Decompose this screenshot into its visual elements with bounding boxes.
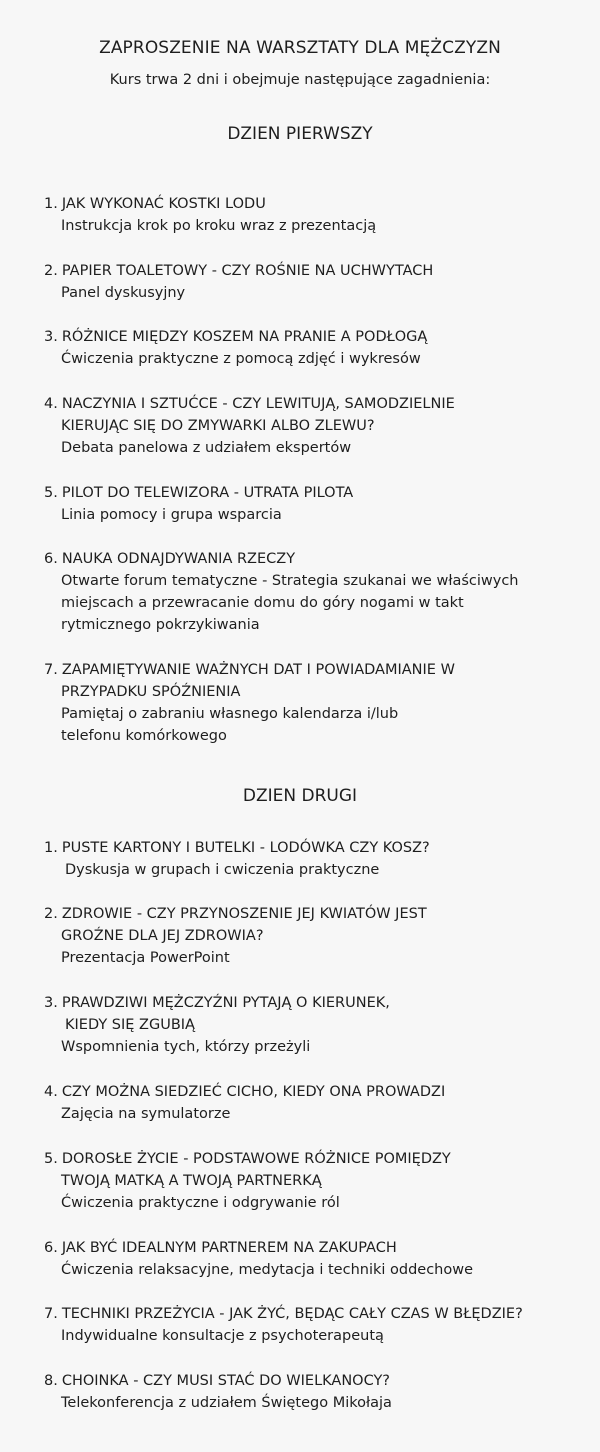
item-description: Telekonferencja z udziałem Świętego Mikołaja bbox=[61, 1395, 392, 1411]
item-heading: 5. PILOT DO TELEWIZORA - UTRATA PILOTA bbox=[44, 485, 354, 501]
day2-item-6 bbox=[44, 1237, 584, 1281]
day2-title: DZIEN DRUGI bbox=[242, 786, 358, 806]
item-heading: 8. CHOINKA - CZY MUSI STAĆ DO WIELKANOCY? bbox=[44, 1373, 390, 1389]
day2-item-4 bbox=[44, 1081, 584, 1125]
day2-item-1 bbox=[44, 837, 584, 881]
item-heading: 3. RÓŻNICE MIĘDZY KOSZEM NA PRANIE A PODŁOGĄ bbox=[44, 329, 428, 345]
day1-item-5 bbox=[44, 482, 584, 526]
item-heading: 7. TECHNIKI PRZEŻYCIA - JAK ŻYĆ, BĘDĄC CAŁY CZAS W BŁĘDZIE? bbox=[44, 1306, 523, 1322]
day2-item-8 bbox=[44, 1370, 584, 1414]
item-heading: 2. ZDROWIE - CZY PRZYNOSZENIE JEJ KWIATÓW JEST GROŹNE DLA JEJ ZDROWIA? bbox=[44, 906, 427, 944]
day2-item-7 bbox=[44, 1303, 584, 1347]
item-description: Prezentacja PowerPoint bbox=[61, 950, 230, 966]
item-heading: 3. PRAWDZIWI MĘŻCZYŹNI PYTAJĄ O KIERUNEK, KIEDY SIĘ ZGUBIĄ bbox=[44, 995, 390, 1033]
item-description-line-1: Otwarte forum tematyczne - Strategia szukanai we właściwych bbox=[61, 573, 519, 589]
page-title: ZAPROSZENIE NA WARSZTATY DLA MĘŻCZYZN bbox=[99, 38, 501, 58]
item-description: Zajęcia na symulatorze bbox=[61, 1106, 231, 1122]
item-description: Panel dyskusyjny bbox=[61, 285, 186, 301]
item-heading: 6. JAK BYĆ IDEALNYM PARTNEREM NA ZAKUPACH bbox=[44, 1240, 397, 1256]
item-heading: 5. DOROSŁE ŻYCIE - PODSTAWOWE RÓŻNICE POMIĘDZY TWOJĄ MATKĄ A TWOJĄ PARTNERKĄ bbox=[44, 1151, 451, 1189]
day1-item-3 bbox=[44, 326, 584, 370]
day1-item-4 bbox=[44, 393, 584, 459]
item-description-line-2: miejscach a przewracanie domu do góry nogami w takt bbox=[61, 595, 464, 611]
item-description: Wspomnienia tych, którzy przeżyli bbox=[61, 1039, 311, 1055]
item-description: Ćwiczenia praktyczne i odgrywanie ról bbox=[61, 1195, 340, 1211]
page-subtitle: Kurs trwa 2 dni i obejmuje następujące zagadnienia: bbox=[109, 72, 491, 88]
day2-item-5 bbox=[44, 1148, 584, 1214]
item-description: Instrukcja krok po kroku wraz z prezentacją bbox=[61, 218, 377, 234]
item-heading: 4. CZY MOŻNA SIEDZIEĆ CICHO, KIEDY ONA PROWADZI bbox=[44, 1084, 446, 1100]
day1-item-2 bbox=[44, 260, 584, 304]
item-description-line-1: Pamiętaj o zabraniu własnego kalendarza i/lub bbox=[61, 706, 399, 722]
item-description: Indywidualne konsultacje z psychoterapeutą bbox=[61, 1328, 384, 1344]
item-heading: 6. NAUKA ODNAJDYWANIA RZECZY bbox=[44, 551, 296, 567]
item-heading: 2. PAPIER TOALETOWY - CZY ROŚNIE NA UCHWYTACH bbox=[44, 263, 434, 279]
item-heading: 1. PUSTE KARTONY I BUTELKI - LODÓWKA CZY KOSZ? bbox=[44, 840, 430, 856]
day1-item-7 bbox=[44, 659, 584, 747]
item-heading: 7. ZAPAMIĘTYWANIE WAŻNYCH DAT I POWIADAMIANIE W PRZYPADKU SPÓŹNIENIA bbox=[44, 662, 455, 700]
item-description: Debata panelowa z udziałem ekspertów bbox=[61, 440, 352, 456]
day1-item-1 bbox=[44, 193, 584, 237]
item-heading: 4. NACZYNIA I SZTUĆCE - CZY LEWITUJĄ, SAMODZIELNIE KIERUJĄC SIĘ DO ZMYWARKI ALBO ZLEWU? bbox=[44, 396, 455, 434]
day1-item-6 bbox=[44, 548, 584, 636]
item-description: Dyskusja w grupach i cwiczenia praktyczne bbox=[65, 862, 380, 878]
item-description-line-2: telefonu komórkowego bbox=[61, 728, 227, 744]
item-heading: 1. JAK WYKONAĆ KOSTKI LODU bbox=[44, 196, 266, 212]
item-description-line-3: rytmicznego pokrzykiwania bbox=[61, 617, 260, 633]
item-description: Ćwiczenia relaksacyjne, medytacja i techniki oddechowe bbox=[61, 1262, 474, 1278]
day2-item-3 bbox=[44, 992, 584, 1058]
day1-title: DZIEN PIERWSZY bbox=[227, 124, 373, 144]
day2-item-2 bbox=[44, 903, 584, 969]
item-description: Ćwiczenia praktyczne z pomocą zdjęć i wykresów bbox=[61, 351, 421, 367]
item-description: Linia pomocy i grupa wsparcia bbox=[61, 507, 282, 523]
